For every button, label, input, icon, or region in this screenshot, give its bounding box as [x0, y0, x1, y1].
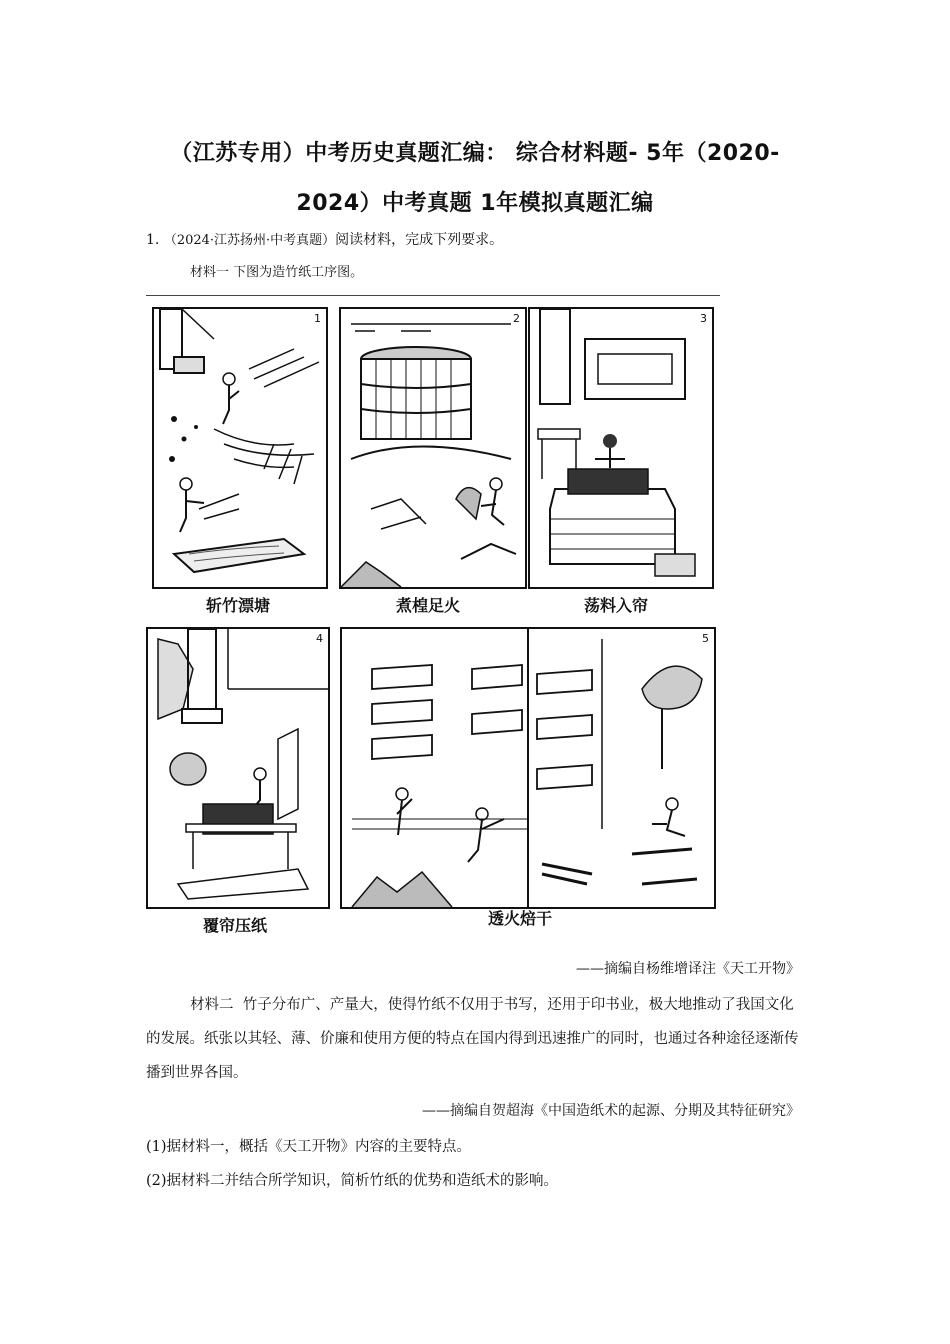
question-source: （2024·江苏扬州·中考真题）: [163, 233, 336, 248]
illustration-panel-2: [339, 307, 527, 589]
press-illustration: [148, 629, 328, 907]
sub-question-2: (2)据材料二并结合所学知识，简析竹纸的优势和造纸术的影响。: [146, 1173, 559, 1189]
question-header: [146, 229, 503, 249]
material2-text: 竹子分布广、产量大，使得竹纸不仅用于书写，还用于印书业，极大地推动了我国文化的发展。纸张以其轻、薄、价廉和使用方便的特点在国内得到迅速推广的同时，也通过各种途径逐渐传播到世界各国。: [146, 997, 799, 1081]
illustration-panel-3: [528, 307, 714, 589]
panel-number: 5: [702, 632, 709, 645]
panel-caption-4: 覆帘压纸: [202, 916, 267, 935]
panel-caption-1: 斩竹漂塘: [205, 596, 270, 615]
divider-line: [146, 295, 720, 296]
sub-question-1: (1)据材料一，概括《天工开物》内容的主要特点。: [146, 1139, 472, 1155]
document-title-line2: 2024）中考真题 1年模拟真题汇编: [296, 191, 654, 216]
panel-number: 4: [316, 632, 323, 645]
material2-label: 材料二: [190, 997, 234, 1013]
panel-caption-2: 煮楻足火: [395, 596, 460, 615]
illustration-panel-5: [340, 627, 716, 909]
illustration-panel-4: [146, 627, 330, 909]
document-title-line1: （江苏专用）中考历史真题汇编： 综合材料题- 5年（2020-: [170, 141, 780, 166]
drying-wall-illustration: [342, 629, 714, 907]
illustration-panel-1: [152, 307, 328, 589]
material1-intro: 材料一 下图为造竹纸工序图。: [190, 265, 364, 280]
material2-paragraph: [146, 988, 806, 1090]
panel-caption-5: 透火焙干: [487, 909, 552, 928]
material1-citation: ——摘编自杨维增译注《天工开物》: [576, 961, 800, 977]
bamboo-cutting-illustration: [154, 309, 326, 587]
boiling-vat-illustration: [341, 309, 525, 587]
question-prompt: 阅读材料，完成下列要求。: [335, 232, 504, 248]
panel-number: 1: [314, 312, 321, 325]
vat-dipping-illustration: [530, 309, 712, 587]
panel-caption-3: 荡料入帘: [583, 596, 648, 615]
panel-number: 3: [700, 312, 707, 325]
material2-citation: ——摘编自贺超海《中国造纸术的起源、分期及其特征研究》: [422, 1103, 800, 1119]
panel-number: 2: [513, 312, 520, 325]
question-number: 1.: [146, 232, 160, 248]
